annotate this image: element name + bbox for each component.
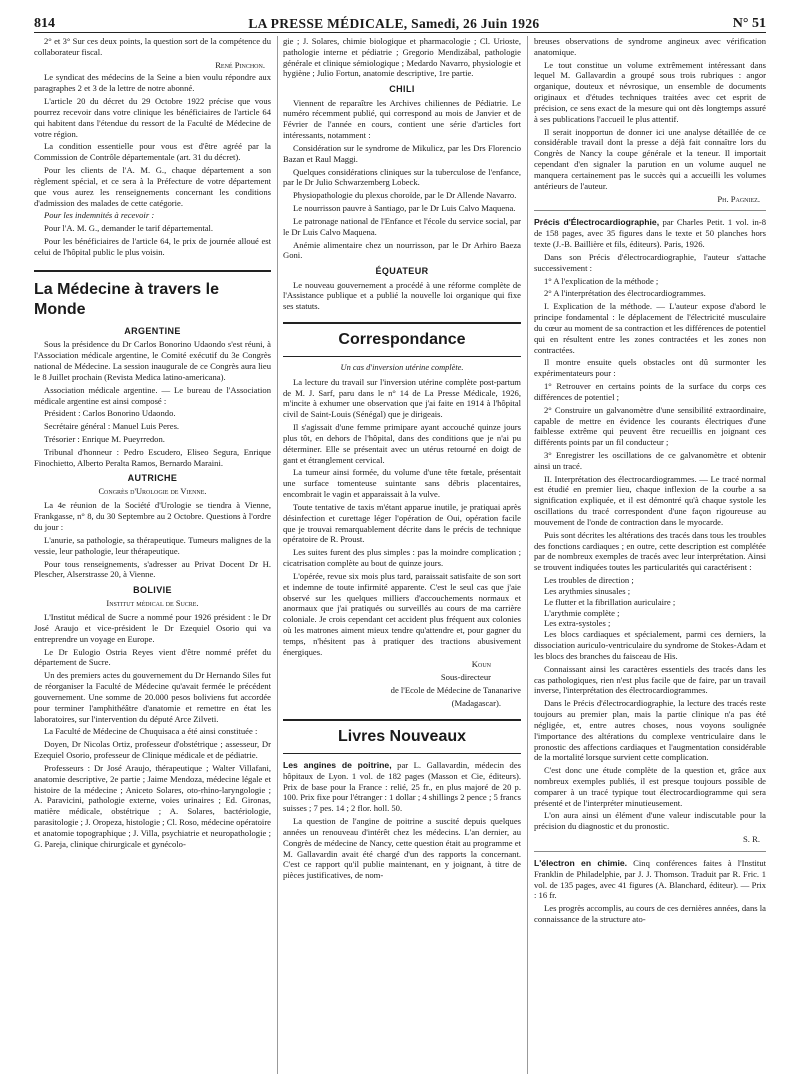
column-1 xyxy=(34,36,271,1076)
paragraph: Pour les bénéficiaires de l'article 64, le prix de journée alloué est celui de l'hôpital public le plus voisin. xyxy=(34,236,271,257)
paragraph: Pour les indemnités à recevoir : xyxy=(44,210,155,221)
signature-region: (Madagascar). xyxy=(451,697,501,708)
book-title: Précis d'Électrocardiographie, xyxy=(534,217,660,228)
paragraph: La lecture du travail sur l'inversion utérine complète post-partum de M. J. Sarf, paru dans le n° 14 de La Presse Médicale, 1926, m'incite à exhumer une observation que j'ai faite en 1914 à l'hôpital civil de Saint-Louis (Sénégal) que je dirigeais. xyxy=(283,376,521,420)
section-title: Correspondance xyxy=(283,322,521,357)
book-info: par L. Gallavardin, médecin des hôpitaux de Lyon. 1 vol. de 182 pages (Masson et Cie, éditeurs). Prix de base pour la France : relié, 25 fr., en plus majoré de 20 p. 100. Prix fixe pour l'étranger : 1 dollar ; 4 shillings 2 pence ; 5 francs suisses ; 7 pes. 14 ; 2 flor. holl. 50. xyxy=(283,759,521,814)
paragraph: Pour l'A. M. G., demander le tarif départemental. xyxy=(44,223,214,234)
divider xyxy=(534,851,766,852)
paragraph: Il serait inopportun de donner ici une analyse détaillée de ce considérable travail dont la presse a déjà fait connaître lors du Congrès de Nancy la coupe générale et la teneur. Il importait cependant d'en signaler la parution en un volume auquel ne manquera certainement pas le succès qui a accueilli les volumes antérieurs de l'auteur. xyxy=(534,126,766,191)
paragraph: Pour tous renseignements, s'adresser au Privat Docent Dr H. Plescher, Alserstrasse 20, à Vienne. xyxy=(34,558,271,580)
page-number: 814 xyxy=(34,16,55,31)
paragraph: L'anurie, sa pathologie, sa thérapeutique. Tumeurs malignes de la vessie, leur pathologie, leur thérapeutique. xyxy=(34,534,271,556)
signature: Koun xyxy=(471,659,491,670)
paragraph: Professeurs : Dr José Araujo, thérapeutique ; Walter Villafani, anatomie descriptive, 2e partie ; Jaime Mendoza, médecine légale et histoire de la médecine ; Aniceto Solares, oto-rhino-laryngologie ; A. Paravicini, pathologie externe, voies urinaires ; Ed. Gironas, matière médicale, obstétrique ; A. Solares, bactériologie, parasitologie ; J. Oropeza, histologie ; Cl. Roso, médecine opératoire et anatomie topographique ; J. Villa, psychiatrie et neuropathologie ; G. Pareja, clinique chirurgicale et gynécolo- xyxy=(34,762,271,849)
list-item: Le flutter et la fibrillation auriculaire ; xyxy=(544,596,676,607)
officer-line: Président : Carlos Bonorino Udaondo. xyxy=(44,408,176,419)
column-2 xyxy=(283,36,521,1076)
paragraph: 2° Construire un galvanomètre d'une sensibilité extraordinaire, capable de mettre en évidence les courants électriques d'une faiblesse extrême qui peuvent être recueillis en joignant ces différents points par un fil conducteur ; xyxy=(534,404,766,448)
paragraph: Dans le Précis d'électrocardiographie, la lecture des tracés reste toujours au premier plan, mais la partie clinique n'a pas été négligée, et, entre autres choses, nous voyons soulignée l'importance des altérations du complexe ventriculaire dans le pronostic des affections cardiaques et l'augmentation considérable de la mortalité lorsque survient cette complication. xyxy=(534,698,766,763)
paragraph: La Faculté de Médecine de Chuquisaca a été ainsi constituée : xyxy=(44,726,258,737)
page-header xyxy=(34,6,766,33)
list-item: Les troubles de direction ; xyxy=(544,575,634,586)
paragraph: Sous la présidence du Dr Carlos Bonorino Udaondo s'est réuni, à l'Association médicale argentine, le Comité exécutif du 3e Congrès national de Médecine. La session inaugurale de ce Congrès aura lieu le 8 Juillet prochain (Revista Medica latino-americana). xyxy=(34,339,271,382)
paragraph: Physiopathologie du plexus choroïde, par le Dr Allende Navarro. xyxy=(293,190,517,201)
book-entry xyxy=(534,858,766,901)
paragraph: Toute tentative de taxis m'étant apparue inutile, je pratiquai après désinfection et curettage léger l'opération de Oui, opération facile que je trouvai remarquablement décrite dans le précis de technique opératoire de R. Proust. xyxy=(283,501,521,545)
signature: Ph. Pagniez. xyxy=(717,193,760,204)
paragraph: Le Dr Eulogio Ostria Reyes vient d'être nommé préfet du département de Sucre. xyxy=(34,646,271,668)
subheading: Congrès d'Urologie de Vienne. xyxy=(98,486,207,496)
paragraph: L'opérée, revue six mois plus tard, paraissait satisfaite de son sort et indemne de toute infirmité apparente. C'est le seul cas que j'aie observé sur les quelques milliers d'accouchements normaux et anormaux que j'ai pratiqués ou surveillés au cours de ma carrière coloniale. Je crois cependant cet accident plus fréquent aux colonies où les matrones aiment mieux tendre qu'attendre et, pour gagner du temps, n'hésitent pas à pratiquer des tractions abusivement énergiques. xyxy=(283,570,521,657)
paragraph: Le nourrisson pauvre à Santiago, par le Dr Luis Calvo Maquena. xyxy=(293,203,516,214)
country-heading: BOLIVIE xyxy=(133,585,172,596)
book-info: Cinq conférences faites à l'Institut Franklin de Philadelphie, par J. J. Thomson. Traduit par R. Fric. 1 vol. de 135 pages, avec 41 figures (A. Blanchard, éditeur). — Prix : 16 fr. xyxy=(534,857,766,901)
paragraph: Il montre ensuite quels obstacles ont dû surmonter les expérimentateurs pour : xyxy=(534,357,766,379)
signature-role: Sous-directeur xyxy=(440,672,491,683)
list-item: 1° A l'explication de la méthode ; xyxy=(544,275,659,286)
paragraph: Le patronage national de l'Enfance et l'école du service social, par le Dr Luis Calvo Maquena. xyxy=(283,215,521,237)
paragraph: breuses observations de syndrome angineux avec vérification anatomique. xyxy=(534,36,766,57)
paragraph: Viennent de reparaître les Archives chiliennes de Pédiatrie. Le numéro récemment publié, qui correspond au mois de Janvier et de Février de l'année en cours, contient une série d'articles fort intéressants, notamment : xyxy=(283,97,521,141)
book-title: Les angines de poitrine, xyxy=(283,759,392,770)
book-entry xyxy=(534,217,766,249)
journal-title: LA PRESSE MÉDICALE, Samedi, 26 Juin 1926 xyxy=(248,16,540,31)
paragraph: II. Interprétation des électrocardiogrammes. — Le tracé normal est étudié en premier lieu, chaque inflexion de la courbe a sa signification expliquée, et il est démontré qu'à chaque systole les oscillations du tracé correspondent d'une façon rigoureuse au mouvement de l'onde de contraction dans le myocarde. xyxy=(534,473,766,527)
column-divider xyxy=(277,36,278,1074)
paragraph: Anémie alimentaire chez un nourrisson, par le Dr Arhiro Baeza Goni. xyxy=(283,239,521,261)
paragraph: Le nouveau gouvernement a procédé à une réforme complète de l'Assistance publique et a publié la nouvelle loi organique qui fixe ses statuts. xyxy=(283,279,521,312)
paragraph: I. Explication de la méthode. — L'auteur expose d'abord le principe fondamental : le déplacement de l'électricité musculaire du cœur au moment de sa contraction et les différences de potentiel qui en résultent entre les zones contractées et les zones non contractées. xyxy=(534,301,766,355)
list-item: 2° A l'interprétation des électrocardiogrammes. xyxy=(544,288,706,299)
paragraph: L'Institut médical de Sucre a nommé pour 1926 président : le Dr José Araujo et vice-président le Dr Ezequiel Osorio qui va entreprendre un voyage en Europe. xyxy=(34,612,271,644)
paragraph: Association médicale argentine. — Le bureau de l'Association médicale argentine est ainsi composé : xyxy=(34,384,271,406)
paragraph: Puis sont décrites les altérations des tracés dans tous les troubles des fonctions cardiaques ; en outre, cette description est complétée par de nombreux exemples de tracés avec leur interprétation. Ainsi se trouvent indiquées toutes les particularités qui caractérisent : xyxy=(534,529,766,573)
paragraph: La tumeur ainsi formée, du volume d'une tête fœtale, présentait une surface tomenteuse suintante sans débris placentaires, encombrait le vagin et apparaissait à la vulve. xyxy=(283,467,521,500)
officer-line: Trésorier : Enrique M. Pueyrredon. xyxy=(44,434,165,444)
country-heading: AUTRICHE xyxy=(127,473,178,484)
paragraph: C'est donc une étude complète de la question et, grâce aux nombreux exemples publiés, il est presque toujours possible de comparer à un tracé typique tout électrocardiogramme qui sera présenté et de l'interpréter minutieusement. xyxy=(534,765,766,808)
paragraph: 3° Enregistrer les oscillations de ce galvanomètre et obtenir ainsi un tracé. xyxy=(534,449,766,471)
paragraph: Doyen, Dr Nicolas Ortiz, professeur d'obstétrique ; assesseur, Dr Ezequiel Osorio, professeur de Clinique médicale et de pédiatrie. xyxy=(34,739,271,761)
paragraph: L'article 20 du décret du 29 Octobre 1922 précise que vous pourrez recevoir dans votre clinique les bénéficiaires de l'article 64 qui habitent dans l'étendue du ressort de la Faculté de Médecine de votre région. xyxy=(34,96,271,139)
paragraph: Il s'agissait d'une femme primipare ayant accouché quinze jours plus tôt, en dehors de l'hôpital, dans des conditions que je n'ai pu déterminer. Elle se présentait avec un utérus retourné en doigt de gant et étranglement cervical. xyxy=(283,422,521,465)
officer-line: Secrétaire général : Manuel Luis Peres. xyxy=(44,421,180,432)
paragraph: Quelques considérations cliniques sur la tuberculose de l'enfance, par le Dr Julio Schwarzemberg Lobeck. xyxy=(283,166,521,188)
paragraph: La condition essentielle pour vous est d'être agréé par la Commission de Contrôle départementale (art. 31 du décret). xyxy=(34,141,271,163)
paragraph: Le tout constitue un volume extrêmement intéressant dans lequel M. Gallavardin a groupé sous trois rubriques : angor organique, douteux et névrosique, un ensemble de documents originaux et d'études techniques traitées avec cet esprit de précision, ce sens exact de la mesure qui ont dès longtemps assuré à ses publications l'accueil le plus attentif. xyxy=(534,59,766,124)
section-title: La Médecine à travers le Monde xyxy=(34,270,271,320)
signature: René Pinchon. xyxy=(215,59,265,70)
list-item: L'arythmie complète ; xyxy=(544,607,620,618)
paragraph: Connaissant ainsi les caractères essentiels des tracés dans les cas pathologiques, rien n'est plus facile que de faire, par un travail inverse, l'interprétation des électrocardiogrammes. xyxy=(534,663,766,696)
book-title: L'électron en chimie. xyxy=(534,857,628,868)
issue-number: N° 51 xyxy=(732,16,766,31)
paragraph: Un des premiers actes du gouvernement du Dr Hernando Siles fut de réorganiser la Faculté de Médecine qu'avait fermée le précédent gouvernement. Une somme de 20.000 pesos boliviens fut accordée pour terminer l'amphithéâtre d'anatomie et remettre en état les laboratoires, sur l'intervention du député Arce Zilveti. xyxy=(34,670,271,724)
paragraph: Dans son Précis d'électrocardiographie, l'auteur s'attache successivement : xyxy=(534,251,766,273)
list-item: Les extra-systoles ; xyxy=(544,618,611,629)
list-item: Les arythmies sinusales ; xyxy=(544,585,631,596)
paragraph: L'on aura ainsi un élément d'une valeur indiscutable pour la précision du diagnostic et du pronostic. xyxy=(534,810,766,832)
paragraph: Les progrès accomplis, au cours de ces dernières années, dans la connaissance de la structure ato- xyxy=(534,903,766,925)
paragraph: Le syndicat des médecins de la Seine a bien voulu répondre aux paragraphes 2 et 3 de la lettre de notre abonné. xyxy=(34,72,271,94)
country-heading: ÉQUATEUR xyxy=(375,266,429,277)
book-info: par Charles Petit. 1 vol. in-8 de 158 pages, avec 35 figures dans le texte et 50 planches hors texte (J.-B. Baillière et fils, éditeurs). Paris, 1926. xyxy=(534,217,766,250)
paragraph: Les suites furent des plus simples : pas la moindre complication ; cicatrisation complète au bout de quinze jours. xyxy=(283,547,521,569)
paragraph: La 4e réunion de la Société d'Urologie se tiendra à Vienne, Frankgasse, n° 8, du 30 Septembre au 2 Octobre. Questions à l'ordre du jour : xyxy=(34,500,271,533)
column-divider xyxy=(527,36,528,1074)
country-heading: CHILI xyxy=(389,84,415,95)
book-entry xyxy=(283,760,521,814)
paragraph: 1° Retrouver en certains points de la surface du corps ces différences de potentiel ; xyxy=(534,381,766,402)
country-heading: ARGENTINE xyxy=(124,326,181,337)
paragraph: Considération sur le syndrome de Mikulicz, par les Drs Florencio Bazan et Raul Maggi. xyxy=(283,142,521,164)
column-3 xyxy=(534,36,766,1076)
signature-place: de l'Ecole de Médecine de Tananarive xyxy=(390,685,521,696)
divider xyxy=(534,210,766,211)
section-title: Livres Nouveaux xyxy=(283,719,521,754)
officer-line: Tribunal d'honneur : Pedro Escudero, Eliseo Segura, Enrique Finochietto, Alberto Peralta Ramos, Bernardo Maraini. xyxy=(34,446,271,468)
paragraph: Les blocs cardiaques et spécialement, parmi ces derniers, la dissociation auriculo-ventriculaire du syndrome de Stokes-Adam et les blocs des branches du faisceau de His. xyxy=(534,629,766,661)
signature: S. R. xyxy=(743,834,760,845)
paragraph: 2° et 3° Sur ces deux points, la question sort de la compétence du collaborateur fiscal. xyxy=(34,36,271,57)
subheading: Un cas d'inversion utérine complète. xyxy=(340,363,464,373)
paragraph: gie ; J. Solares, chimie biologique et pharmacologie ; Cl. Urioste, pathologie interne et pédiatrie ; Gregorio Mendizábal, pathologie générale et clinique sémiologique ; Medardo Navarro, physiologie et hygiène ; Julio Fortun, anatomie descriptive, 1re partie. xyxy=(283,36,521,79)
paragraph: La question de l'angine de poitrine a suscité depuis quelques années un renouveau d'intérêt chez les médecins. L'an dernier, au Congrès de médecine de Nancy, cette question était au programme et M. Gallavardin avait été chargé d'un des rapports la concernant. C'est ce rapport qu'il publie maintenant, en y joignant, à titre de pièces justificatives, de nom- xyxy=(283,816,521,881)
subheading: Institut médical de Sucre. xyxy=(106,598,199,608)
paragraph: Pour les clients de l'A. M. G., chaque département a son règlement spécial, et ce sera à la Préfecture de votre département que vous aurez les renseignements concernant les conditions d'admission des malades de cette catégorie. xyxy=(34,165,271,208)
